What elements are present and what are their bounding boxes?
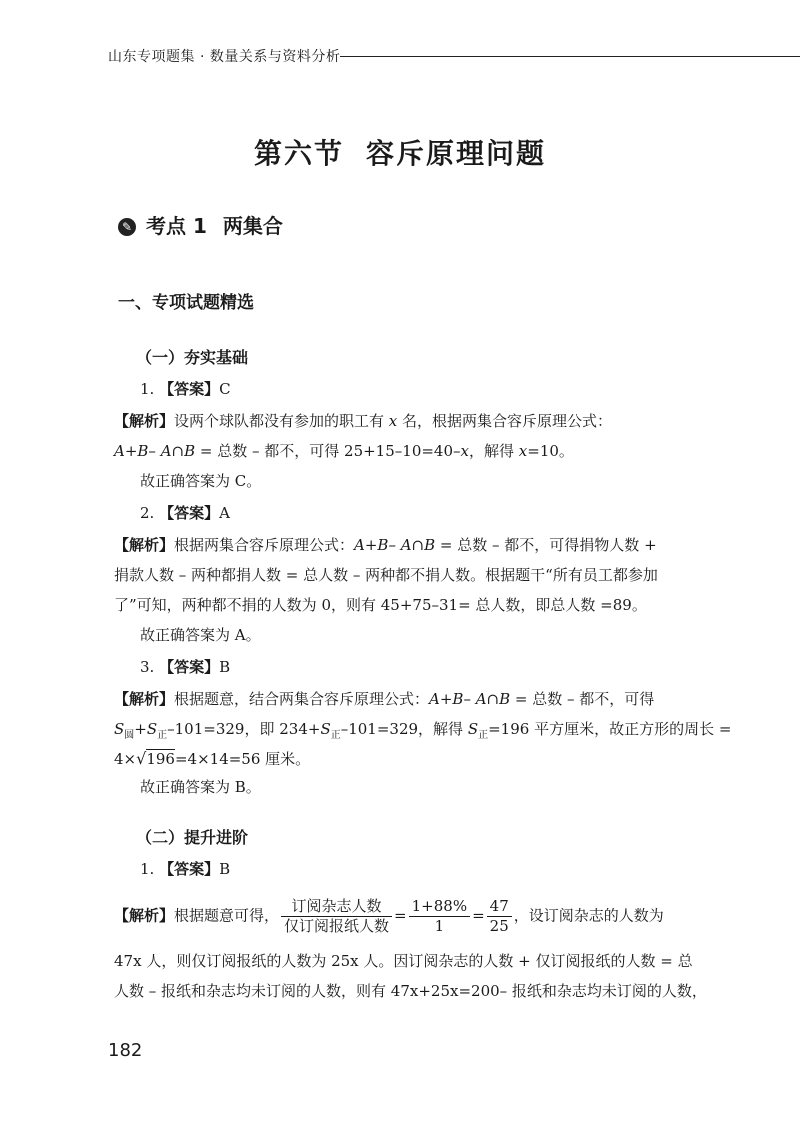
running-header: [108, 44, 718, 68]
kaodian-name: 两集合: [222, 214, 283, 238]
subheading-advanced: （二）提升进阶: [136, 828, 249, 847]
q3-analysis-line3: 4×√196=4×14=56 厘米。: [114, 749, 311, 768]
q1-analysis-line2: A+B– A∩B = 总数 – 都不，可得 25+15–10=40–x，解得 x=10。: [114, 442, 574, 460]
q3-answer-line: 3. 【答案】B: [140, 658, 231, 676]
target-icon: ✎: [118, 218, 136, 236]
kaodian-heading: [118, 210, 283, 239]
section-title: [0, 132, 800, 172]
header-rule: [340, 56, 800, 57]
q2-analysis-line2: 捐款人数 – 两种都捐人数 = 总人数 – 两种都不捐人数。根据题干“所有员工都参加: [114, 566, 658, 584]
page-number: 182: [108, 1040, 143, 1061]
q4-answer-line: 1. 【答案】B: [140, 860, 231, 878]
kaodian-label: 考点 1: [146, 214, 207, 238]
section-number: 第六节: [253, 137, 344, 170]
q1-conclusion: 故正确答案为 C。: [140, 472, 262, 490]
q1-answer-line: 1. 【答案】C: [140, 380, 231, 398]
fraction-ratio: $\frac{1+88\%}{1}$: [409, 897, 470, 936]
fraction-result: $\frac{47}{25}$: [487, 897, 512, 936]
q3-conclusion: 故正确答案为 B。: [140, 778, 261, 796]
q4-analysis-line1: 【解析】根据题意可得， $\frac{\text{订阅杂志人数}}{\text{仅订阅报纸人数}}$ = $\frac{1+88\%}{1}$ = $\frac{47}{25}$ ，设订阅杂志的人数为: [114, 897, 664, 935]
q2-analysis-line3: 了”可知，两种都不捐的人数为 0，则有 45+75–31= 总人数，即总人数 =89。: [114, 596, 647, 614]
fraction-subscribers: $\frac{\text{订阅杂志人数}}{\text{仅订阅报纸人数}}$: [281, 897, 392, 936]
q1-analysis-line1: 【解析】设两个球队都没有参加的职工有 x 名，根据两集合容斥原理公式：: [114, 412, 613, 430]
q2-answer-line: 2. 【答案】A: [140, 504, 230, 522]
q3-analysis-line2: $S_圆+S_正-101=329$，即 $234+S_正-101=329$，解得 $S_正=196$ 平方厘米，故正方形的周长 =: [114, 720, 732, 741]
q3-analysis-line1: 【解析】根据题意，结合两集合容斥原理公式：A+B– A∩B = 总数 – 都不，可得: [114, 690, 655, 708]
heading-special-practice: 一、专项试题精选: [118, 293, 254, 313]
section-name: 容斥原理问题: [366, 137, 547, 170]
q2-analysis-line1: 【解析】根据两集合容斥原理公式：A+B– A∩B = 总数 – 都不，可得捐物人数 +: [114, 536, 657, 554]
q2-conclusion: 故正确答案为 A。: [140, 626, 261, 644]
header-title: 山东专项题集 · 数量关系与资料分析: [108, 49, 341, 65]
q4-analysis-line3: 人数 – 报纸和杂志均未订阅的人数，则有 47x+25x=200– 报纸和杂志均未订阅的人数，: [114, 982, 707, 1000]
q4-analysis-line2: 47x 人，则仅订阅报纸的人数为 25x 人。因订阅杂志的人数 + 仅订阅报纸的人数 = 总: [114, 952, 693, 970]
subheading-basics: （一）夯实基础: [136, 348, 249, 367]
